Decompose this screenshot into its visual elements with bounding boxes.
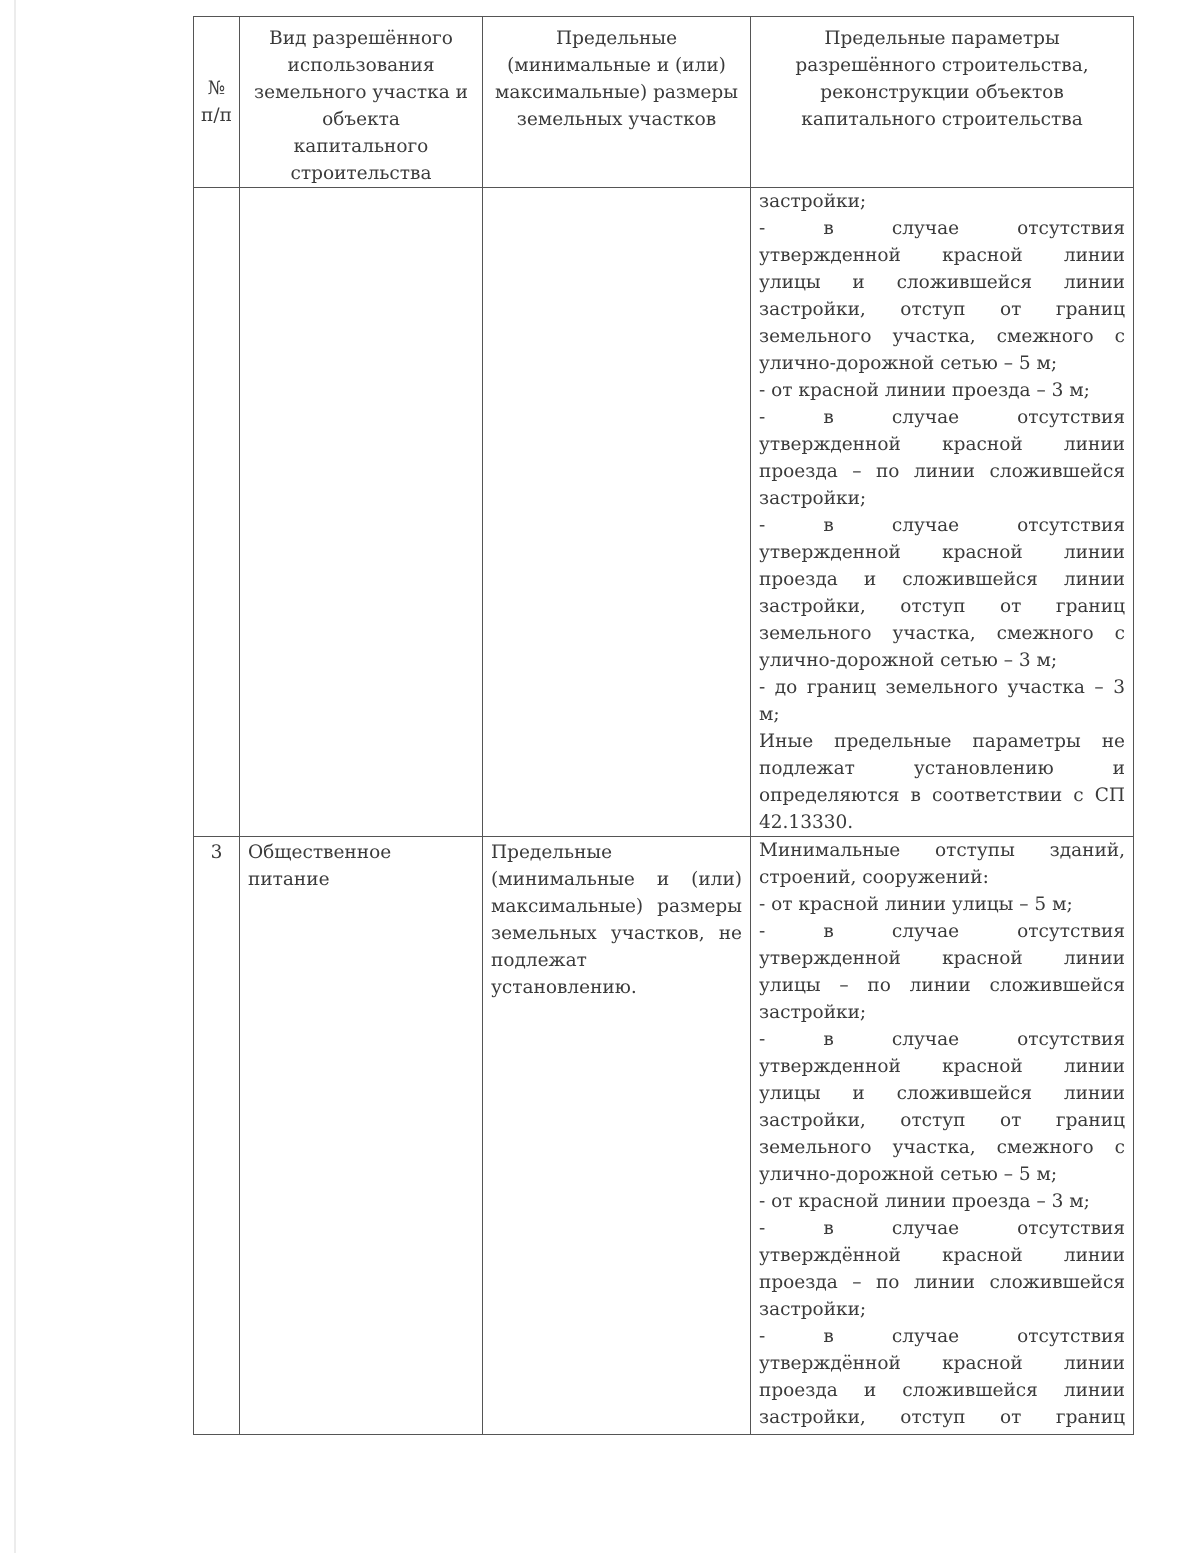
header-sizes-line: Предельные	[555, 28, 678, 49]
header-number-abbr: п/п	[201, 105, 232, 126]
row-kind-cell	[240, 188, 483, 837]
param-line: проезда и сложившейся линии	[759, 1380, 1125, 1401]
param-line: - от красной линии улицы – 5 м;	[759, 894, 1073, 915]
param-line: застройки, отступ от границ	[759, 596, 1125, 617]
table-row-3	[194, 837, 1134, 1435]
param-line: Иные предельные параметры не	[759, 731, 1125, 752]
param-line: земельного участка, смежного с	[759, 326, 1125, 347]
header-kind-line: объекта	[322, 109, 400, 130]
page-edge-shade	[14, 0, 16, 1553]
param-line: 42.13330.	[759, 812, 854, 833]
header-kind-line: Вид разрешённого	[269, 28, 453, 49]
param-line: строений, сооружений:	[759, 867, 989, 888]
param-line: - в случае отсутствия	[759, 1326, 1125, 1347]
sizes-line: земельных участков, не	[491, 923, 742, 944]
row-sizes-cell	[483, 837, 751, 1435]
header-kind-line: использования	[287, 55, 435, 76]
param-line: м;	[759, 704, 780, 725]
param-line: утверждённой красной линии	[759, 1245, 1125, 1266]
header-sizes-line: (минимальные и (или)	[507, 55, 726, 76]
param-line: подлежат установлению и	[759, 758, 1125, 779]
param-line: - в случае отсутствия	[759, 921, 1125, 942]
param-line: земельного участка, смежного с	[759, 1137, 1125, 1158]
header-number-symbol: №	[207, 78, 226, 99]
param-line: утверждённой красной линии	[759, 1353, 1125, 1374]
kind-line: Общественное	[248, 842, 392, 863]
param-line: утвержденной красной линии	[759, 1056, 1125, 1077]
row-kind-cell	[240, 837, 483, 1435]
header-sizes-line: максимальные) размеры	[495, 82, 738, 103]
row-number-cell	[194, 188, 240, 837]
param-line: застройки;	[759, 191, 867, 212]
param-line: застройки;	[759, 1002, 867, 1023]
sizes-line: установлению.	[491, 977, 637, 998]
sizes-line: (минимальные и (или)	[491, 869, 742, 890]
param-line: улицы – по линии сложившейся	[759, 975, 1125, 996]
param-line: - в случае отсутствия	[759, 515, 1125, 536]
param-line: - в случае отсутствия	[759, 1218, 1125, 1239]
header-params-line: Предельные параметры	[824, 28, 1060, 49]
sizes-line: максимальные) размеры	[491, 896, 742, 917]
param-line: - от красной линии проезда – 3 м;	[759, 380, 1090, 401]
param-line: - в случае отсутствия	[759, 1029, 1125, 1050]
table-header-row	[194, 17, 1134, 188]
kind-line: питание	[248, 869, 330, 890]
param-line: утвержденной красной линии	[759, 434, 1125, 455]
param-line: - от красной линии проезда – 3 м;	[759, 1191, 1090, 1212]
param-line: улично-дорожной сетью – 3 м;	[759, 650, 1058, 671]
param-line: застройки, отступ от границ	[759, 299, 1125, 320]
param-line: застройки, отступ от границ	[759, 1110, 1125, 1131]
header-kind	[240, 17, 483, 188]
header-kind-line: строительства	[290, 163, 432, 184]
param-line: - в случае отсутствия	[759, 407, 1125, 428]
param-line: земельного участка, смежного с	[759, 623, 1125, 644]
header-params-line: реконструкции объектов	[820, 82, 1064, 103]
header-params-line: разрешённого строительства,	[795, 55, 1089, 76]
param-line: застройки;	[759, 1299, 867, 1320]
regulations-table	[193, 16, 1134, 1435]
header-kind-line: капитального	[293, 136, 429, 157]
param-line: утвержденной красной линии	[759, 948, 1125, 969]
param-line: проезда и сложившейся линии	[759, 569, 1125, 590]
sizes-line: Предельные	[491, 842, 613, 863]
row-sizes-cell	[483, 188, 751, 837]
param-line: проезда – по линии сложившейся	[759, 461, 1125, 482]
param-line: улицы и сложившейся линии	[759, 272, 1125, 293]
param-line: - до границ земельного участка – 3	[759, 677, 1125, 698]
param-line: утвержденной красной линии	[759, 245, 1125, 266]
header-sizes-line: земельных участков	[516, 109, 717, 130]
table-row-continued	[194, 188, 1134, 837]
row-number-cell: 3	[194, 837, 240, 1435]
param-line: улично-дорожной сетью – 5 м;	[759, 353, 1058, 374]
param-line: определяются в соответствии с СП	[759, 785, 1125, 806]
header-params-line: капитального строительства	[801, 109, 1083, 130]
param-line: улично-дорожной сетью – 5 м;	[759, 1164, 1058, 1185]
param-line: улицы и сложившейся линии	[759, 1083, 1125, 1104]
header-number	[194, 17, 240, 188]
param-line: проезда – по линии сложившейся	[759, 1272, 1125, 1293]
param-line: утвержденной красной линии	[759, 542, 1125, 563]
header-kind-line: земельного участка и	[254, 82, 468, 103]
param-line: - в случае отсутствия	[759, 218, 1125, 239]
param-line: Минимальные отступы зданий,	[759, 840, 1125, 861]
sizes-line: подлежат	[491, 950, 587, 971]
param-line: застройки, отступ от границ	[759, 1407, 1125, 1428]
row-params-cell	[751, 188, 1134, 837]
param-line: застройки;	[759, 488, 867, 509]
header-params	[751, 17, 1134, 188]
row-params-cell	[751, 837, 1134, 1435]
header-sizes	[483, 17, 751, 188]
